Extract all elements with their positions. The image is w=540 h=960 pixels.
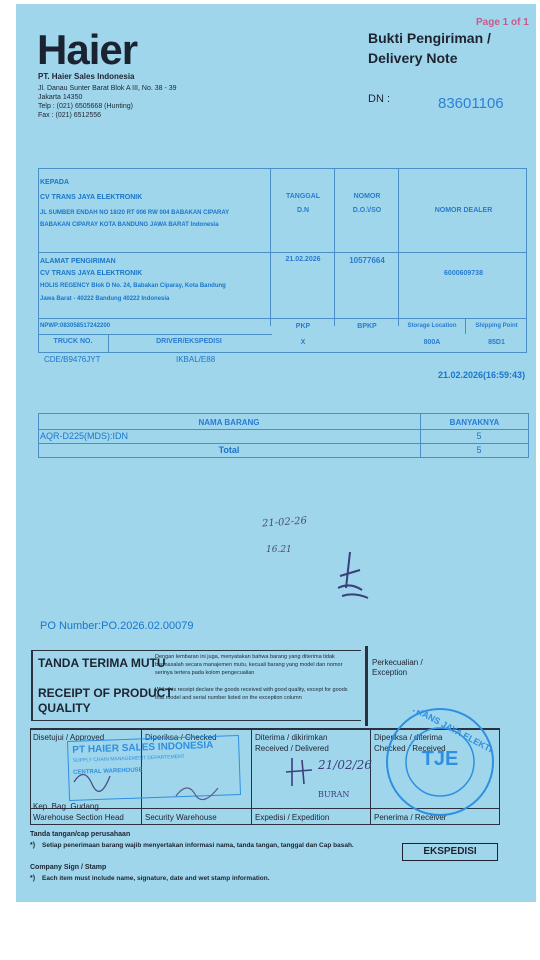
nomor-dealer-header: NOMOR DEALER (434, 207, 493, 214)
receipt-title-id: TANDA TERIMA MUTU (38, 656, 166, 670)
nama-barang-header: NAMA BARANG (198, 418, 260, 427)
pkp-value: X (300, 339, 306, 346)
company-sign-note-label: Tanda tangan/cap perusahaan (30, 831, 131, 838)
print-timestamp: 21.02.2026(16:59:43) (438, 370, 526, 380)
document-title-line-2: Delivery Note (368, 50, 458, 66)
company-sign-note-text: Setiap penerimaan barang wajib menyertakan informasi nama, tanda tangan, tanggal dan Cap basah. (42, 842, 354, 849)
recipient-name: CV TRANS JAYA ELEKTRONIK (40, 194, 143, 201)
dn-number: 83601106 (438, 95, 504, 112)
haier-stamp-line-1: PT HAIER SALES INDONESIA (72, 739, 214, 756)
recipient-address-2: BABAKAN CIPARAY KOTA BANDUNG JAWA BARAT Indonesia (40, 222, 219, 228)
dealer-number: 6000609738 (444, 270, 483, 277)
approved-label: Disetujui / Approved (33, 733, 105, 742)
warehouse-head-label-1: Kep. Bag. Gudang (33, 802, 99, 811)
item-name: AQR-D225(MDS):IDN (40, 431, 129, 441)
received-delivered-label-1: Diterima / dikirimkan (255, 733, 328, 742)
checked-signature-icon (170, 778, 226, 808)
note-star-1: *) (30, 842, 36, 849)
approved-signature-icon (70, 762, 120, 796)
handwritten-date: 21-02-26 (261, 515, 308, 530)
checked-received-label-2: Checked / Received (374, 744, 446, 753)
company-fax: Fax : (021) 6512556 (38, 112, 102, 119)
total-qty: 5 (476, 445, 482, 455)
storage-location-value: 800A (423, 339, 441, 346)
tje-ring-text: TRANS JAYA ELEKTRONIK (409, 710, 492, 767)
expedition-label: Expedisi / Expedition (255, 813, 330, 822)
kepada-label: KEPADA (40, 179, 70, 186)
haier-logo: Haier (37, 26, 138, 73)
shipping-point-value: 85D1 (488, 339, 505, 346)
document-title-line-1: Bukti Pengiriman / (368, 30, 491, 46)
received-delivered-label-2: Received / Delivered (255, 744, 329, 753)
total-label: Total (218, 445, 240, 455)
page-number: Page 1 of 1 (476, 17, 529, 28)
shipping-name: CV TRANS JAYA ELEKTRONIK (40, 270, 143, 277)
haier-stamp-line-2: SUPPLY CHAIN MANAGEMENT DEPARTEMENT (72, 753, 185, 764)
receipt-title-en-2: QUALITY (38, 701, 91, 715)
shipping-address-2: Jawa Barat - 40222 Bandung 40222 Indonesia (40, 296, 170, 302)
pkp-header: PKP (295, 323, 311, 330)
company-sign-stamp-label: Company Sign / Stamp (30, 864, 107, 871)
banyaknya-header: BANYAKNYA (449, 418, 500, 427)
delivery-date: 21.02.2026 (285, 256, 321, 263)
expedition-name-note: BURAN (318, 790, 350, 799)
exception-label-1: Perkecualian / (372, 658, 423, 667)
nomor-header: NOMOR (353, 193, 381, 200)
tje-company-stamp (386, 708, 494, 816)
company-sign-stamp-text: Each item must include name, signature, date and wet stamp information. (42, 875, 270, 882)
driver-header: DRIVER/EKSPEDISI (156, 338, 222, 345)
po-number: PO Number:PO.2026.02.00079 (40, 620, 194, 632)
truck-no-value: CDE/B9476JYT (44, 355, 101, 364)
company-name: PT. Haier Sales Indonesia (38, 72, 135, 81)
tanggal-subheader: D.N (296, 207, 310, 214)
note-star-2: *) (30, 875, 36, 882)
handwritten-signature-icon (320, 548, 380, 608)
driver-value: IKBAL/E88 (176, 355, 216, 364)
company-telp: Telp : (021) 6505668 (Hunting) (38, 103, 133, 110)
checked-received-label-1: Diperiksa / diterima (374, 733, 443, 742)
shipping-point-header: Shipping Point (475, 323, 518, 329)
receiver-label: Penerima / Receiver (374, 813, 447, 822)
nomor-subheader: D.O.\/SO (352, 207, 382, 214)
npwp: NPWP:083058517242200 (40, 323, 111, 329)
expedition-signature-icon (282, 752, 322, 792)
haier-stamp-line-3: CENTRAL WAREHOUSE (73, 767, 143, 776)
security-warehouse-label: Security Warehouse (145, 813, 217, 822)
receipt-title-en-1: RECEIPT OF PRODUCT (38, 686, 173, 700)
company-address-2: Jakarta 14350 (38, 94, 83, 101)
checked-label: Diperiksa / Checked (145, 733, 217, 742)
dn-label: DN : (368, 93, 390, 105)
storage-location-header: Storage Location (407, 323, 457, 329)
truck-no-header: TRUCK NO. (53, 338, 93, 345)
warehouse-head-label-2: Warehouse Section Head (33, 813, 124, 822)
shipping-address-1: HOLIS REGENCY Blok D No. 24, Babakan Ciparay, Kota Bandung (40, 283, 226, 289)
bpkp-header: BPKP (357, 323, 377, 330)
alamat-pengiriman-label: ALAMAT PENGIRIMAN (40, 258, 116, 265)
tje-logo: TJE (421, 748, 459, 770)
copy-type-box: EKSPEDISI (402, 843, 498, 861)
receipt-text-id: Dengan lembaran ini juga, menyatakan bahwa barang yang diterima tidak bermasalah secara manajemen mutu, kecuali barang yang model dan nomor serinya tertera pada kolom pengecualian (155, 654, 343, 676)
receipt-text-en: With this receipt declare the goods received with good quality, except for goods that model and serial number listed on the exception column (155, 687, 348, 701)
expedition-signature-date: 21/02/26 (318, 758, 372, 772)
tanggal-header: TANGGAL (285, 193, 321, 200)
company-address-1: Jl. Danau Sunter Barat Blok A III, No. 38 - 39 (38, 85, 177, 92)
recipient-address-1: JL SUMBER ENDAH NO 18/20 RT 006 RW 004 BABAKAN CIPARAY (40, 210, 230, 216)
exception-label-2: Exception (372, 668, 408, 677)
do-number: 10577664 (349, 256, 385, 265)
handwritten-time: 16.21 (266, 545, 292, 555)
item-qty: 5 (476, 431, 482, 441)
